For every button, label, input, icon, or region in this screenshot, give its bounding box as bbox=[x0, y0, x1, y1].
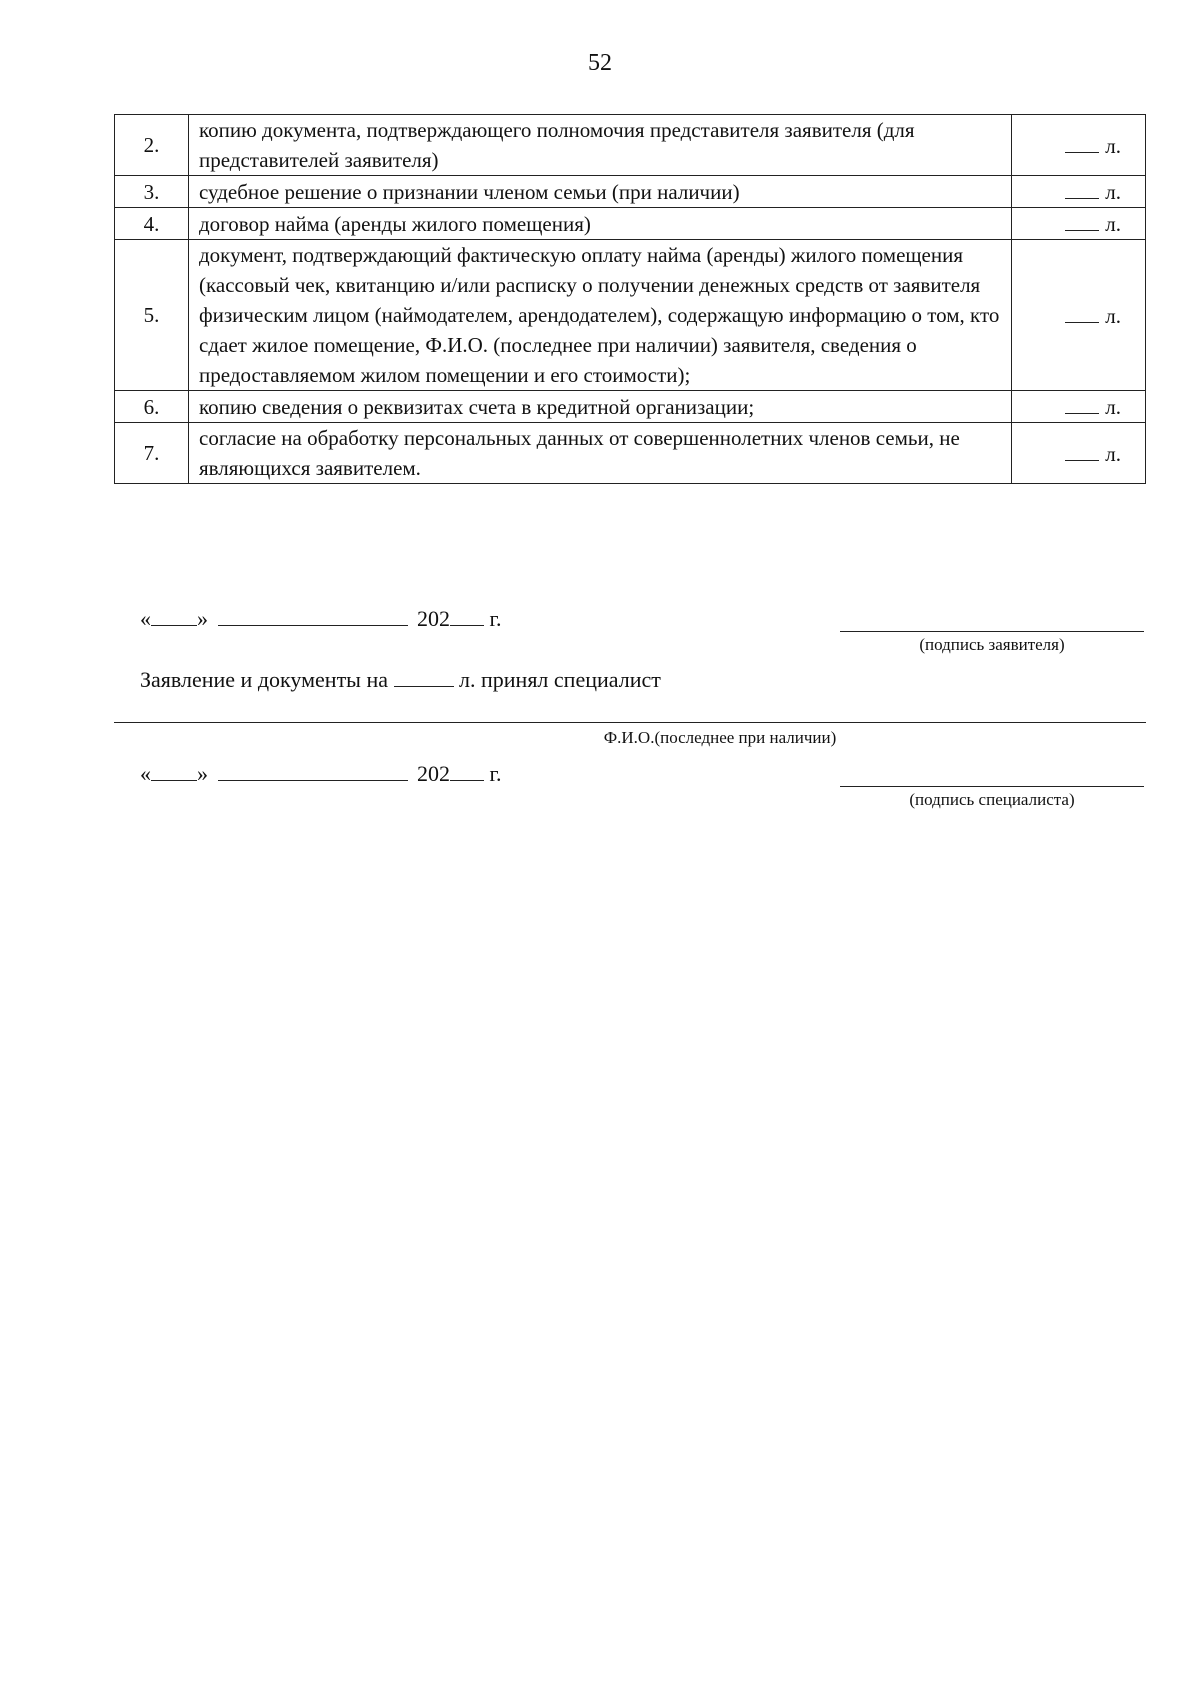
pages-count-blank bbox=[1065, 438, 1099, 461]
specialist-signature-caption: (подпись специалиста) bbox=[909, 790, 1075, 809]
quote-close: » bbox=[197, 606, 208, 631]
row-number: 7. bbox=[115, 423, 189, 484]
day-blank bbox=[151, 603, 197, 626]
pages-count-blank bbox=[1065, 300, 1099, 323]
row-pages bbox=[1012, 208, 1146, 240]
year-prefix-2: 202 bbox=[417, 761, 450, 786]
row-description: копию документа, подтверждающего полномочия представителя заявителя (для представителей заявителя) bbox=[189, 115, 1012, 176]
row-description: согласие на обработку персональных данных от совершеннолетних членов семьи, не являющихся заявителем. bbox=[189, 423, 1012, 484]
pages-unit: л. bbox=[1105, 133, 1121, 158]
pages-count-blank bbox=[1065, 391, 1099, 414]
pages-unit: л. bbox=[1105, 441, 1121, 466]
row-number: 5. bbox=[115, 240, 189, 391]
applicant-signature-line bbox=[840, 631, 1144, 632]
specialist-signature-line bbox=[840, 786, 1144, 787]
row-number: 2. bbox=[115, 115, 189, 176]
accepted-prefix: Заявление и документы на bbox=[140, 667, 389, 692]
row-description: договор найма (аренды жилого помещения) bbox=[189, 208, 1012, 240]
applicant-date bbox=[140, 603, 502, 632]
year-blank-2 bbox=[450, 758, 484, 781]
quote-open-2: « bbox=[140, 761, 151, 786]
row-description: документ, подтверждающий фактическую оплату найма (аренды) жилого помещения (кассовый чек, квитанцию и/или расписку о получении денежных средств от заявителя физическим лицом (наймодателем, арендодателем), содержащую информацию о том, кто сдает жилое помещение, Ф.И.О. (последнее при наличии) заявителя, сведения о предоставляемом жилом помещении и его стоимости); bbox=[189, 240, 1012, 391]
accepted-line bbox=[140, 664, 661, 693]
year-blank bbox=[450, 603, 484, 626]
table-row bbox=[115, 240, 1146, 391]
pages-unit: л. bbox=[1105, 180, 1121, 204]
table-row bbox=[115, 115, 1146, 176]
page-number: 52 bbox=[588, 50, 612, 76]
pages-count-blank bbox=[1065, 208, 1099, 231]
row-number: 3. bbox=[115, 176, 189, 208]
accepted-suffix: л. принял специалист bbox=[459, 667, 661, 692]
row-number: 6. bbox=[115, 391, 189, 423]
table-row bbox=[115, 176, 1146, 208]
year-suffix-2: г. bbox=[489, 761, 502, 786]
pages-count-blank bbox=[1065, 130, 1099, 153]
table-row bbox=[115, 391, 1146, 423]
table-row bbox=[115, 208, 1146, 240]
quote-open: « bbox=[140, 606, 151, 631]
day-blank-2 bbox=[151, 758, 197, 781]
documents-table bbox=[114, 114, 1146, 484]
pages-unit: л. bbox=[1105, 395, 1121, 419]
row-pages bbox=[1012, 176, 1146, 208]
year-prefix: 202 bbox=[417, 606, 450, 631]
pages-unit: л. bbox=[1105, 303, 1121, 328]
fio-line bbox=[114, 722, 1146, 723]
applicant-signature-caption: (подпись заявителя) bbox=[919, 635, 1065, 654]
row-pages bbox=[1012, 391, 1146, 423]
quote-close-2: » bbox=[197, 761, 208, 786]
pages-unit: л. bbox=[1105, 212, 1121, 236]
table-row bbox=[115, 423, 1146, 484]
year-suffix: г. bbox=[489, 606, 502, 631]
row-number: 4. bbox=[115, 208, 189, 240]
row-pages bbox=[1012, 240, 1146, 391]
row-pages bbox=[1012, 115, 1146, 176]
month-blank bbox=[218, 603, 408, 626]
month-blank-2 bbox=[218, 758, 408, 781]
specialist-date bbox=[140, 758, 502, 787]
row-pages bbox=[1012, 423, 1146, 484]
row-description: судебное решение о признании членом семьи (при наличии) bbox=[189, 176, 1012, 208]
fio-caption: Ф.И.О.(последнее при наличии) bbox=[603, 728, 837, 747]
pages-count-blank bbox=[1065, 176, 1099, 199]
pages-blank bbox=[394, 664, 454, 687]
row-description: копию сведения о реквизитах счета в кредитной организации; bbox=[189, 391, 1012, 423]
